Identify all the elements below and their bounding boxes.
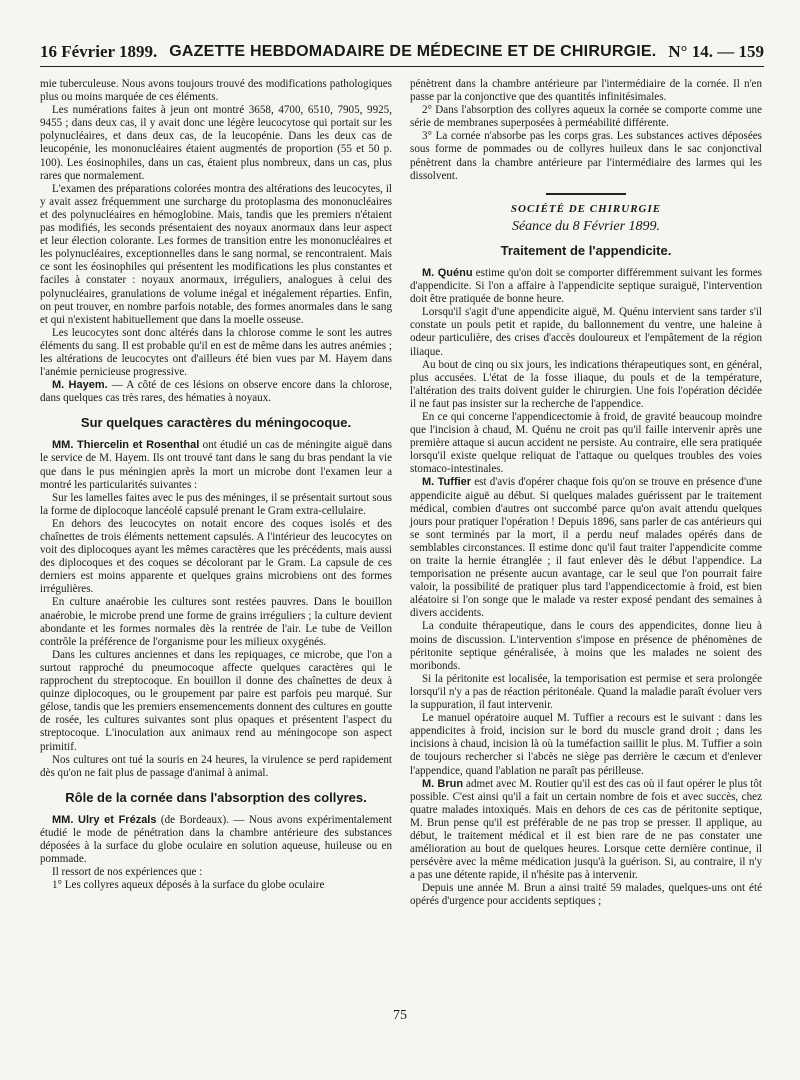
paragraph: mie tuberculeuse. Nous avons toujours trouvé des modifications pathologiques plus ou moins marquée de ces éléments. — [40, 78, 392, 104]
left-column — [40, 78, 392, 892]
paragraph-text: est d'avis d'opérer chaque fois qu'on se trouve en présence d'une appendicite aiguë au début. Si quelques malades guérissent par le traitement médical, combien d'autres ont succombé parce qu'on avait attendu quelques jours pour pratiquer l'opération ! Depuis 1896, sans parler de cas antérieurs qui se sont terminés par la mort, il a perdu neuf malades opérés dans de semblables circonstances. Il estime donc qu'il faut traiter l'appendicite comme on traite la hernie étranglée ; il faut enlever dès le début l'appendice. La temporisation ne présente aucun avantage, car le seul que l'on pourrait faire valoir, la possibilité de pratiquer plus tard l'appendicectomie à froid, est bien aléatoire si l'on songe que le malade va rester exposé pendant des semaines à divers accidents. — [410, 476, 762, 620]
paragraph: Au bout de cinq ou six jours, les indications thérapeutiques sont, en général, plus accusées. L'état de la fosse iliaque, du pouls et de la température, l'altération des traits doivent guider le chirurgien. Une fois l'opération décidée il ne faut pas insister sur la recherche de l'appendice. — [410, 358, 762, 410]
paragraph: En culture anaérobie les cultures sont restées pauvres. Dans le bouillon anaérobie, le microbe prend une forme de grains irréguliers ; la culture devient abondante et les formes normales dès la rentrée de l'air. Le tube de Veillon contrôle la préférence de l'organisme pour les milieux oxygénés. — [40, 596, 392, 648]
paragraph: Les leucocytes sont donc altérés dans la chlorose comme le sont les autres éléments du sang. Il est probable qu'il en est de même dans les autres anémies ; les altérations de leucocytes ont d'ailleurs été bien vues par M. Hayem dans l'anémie pernicieuse progressive. — [40, 326, 392, 379]
paragraph — [40, 439, 392, 491]
paragraph: En dehors des leucocytes on notait encore des coques isolés et des chaînettes de trois éléments nettement capsulés. A l'intérieur des leucocytes on voit des diplocoques ayant les mêmes caractères que les précédents, mais aussi des diplocoques et des coques se décolorant par le Gram. La capsule de ces derniers est moins apparente et quelques grains microbiens ont des formes irrégulières. — [40, 517, 392, 596]
paragraph-text: admet avec M. Routier qu'il est des cas où il faut opérer le plus tôt possible. C'est ainsi qu'il a fait un certain nombre de fois et avec succès, chez quatre malades intoxiqués. Mais en dehors de ces cas de péritonite septique, M. Brun pense qu'il est préférable de ne pas trop se presser. Il applique, au début, le traitement médical et il est bien rare de ne pas constater une amélioration au bout de quelques heures. Lorsque cette dernière continue, il persévère avec la même médication jusqu'à la guérison. Si, au contraire, il n'y a pas une détente rapide, il n'hésite pas à intervenir. — [410, 777, 762, 882]
paragraph: Les numérations faites à jeun ont montré 3658, 4700, 6510, 7905, 9925, 9455 ; dans deux cas, il y avait donc une légère leucocytose qui portait sur les polynucléaires, et dans deux cas, de la leucopénie. Dans les deux cas de leucopénie, les mononucléaires étaient augmentés de proportion (55 et 50 p. 100). Les éosinophiles, dans un cas, étaient plus nombreux, dans un cas, plus rares que normalement. — [40, 104, 392, 182]
journal-title: GAZETTE HEBDOMADAIRE DE MÉDECINE ET DE CHIRURGIE. — [169, 43, 657, 60]
page-header — [40, 38, 764, 67]
paragraph: Si la péritonite est localisée, la temporisation est permise et sera prolongée lorsqu'il n'y a pas de réaction péritonéale. Quand la maladie paraît évoluer vers la suppuration, il faut intervenir. — [410, 672, 762, 712]
section-heading: Rôle de la cornée dans l'absorption des collyres. — [65, 789, 367, 805]
paragraph: Il ressort de nos expériences que : — [52, 866, 203, 879]
section-heading: Traitement de l'appendicite. — [500, 242, 672, 258]
paragraph-text: estime qu'on doit se comporter différemment suivant les formes d'appendicite. Si l'on a affaire à l'appendicite septique suraiguë, l'intervention doit être pratiquée de bonne heure. — [410, 266, 762, 306]
section-divider — [546, 193, 626, 195]
paragraph: La conduite thérapeutique, dans le cours des appendicites, donne lieu à moins de discussion. L'intervention s'impose en présence de phénomènes de péritonite septique généralisée, à moins que les malades ne soient des moribonds. — [410, 620, 762, 672]
right-column — [410, 78, 762, 909]
issue-number: N° 14. — 159 — [668, 42, 764, 61]
paragraph: pénètrent dans la chambre antérieure par l'intermédiaire de la cornée. Il n'en passe par la conjonctive que des quantités infinitésimales. — [410, 78, 762, 104]
paragraph: Dans les cultures anciennes et dans les repiquages, ce microbe, que l'on a surtout rapproché du pneumocoque affecte quelques caractères qui le rapprochent du streptocoque. En bouillon il donne des chaînettes de deux à quinze diplocoques, ou le groupement par paire est parfois peu marqué. Sur gélose, tandis que les premiers ensemencements donnent des cultures en goutte de rosée, les cultures suivantes sont plus opaques et présentent l'aspect du streptocoque. L'inoculation aux animaux rend au méningocope son aspect primitif. — [40, 648, 392, 753]
paragraph — [40, 379, 392, 405]
speaker-name: M. Tuffier — [422, 476, 472, 489]
paragraph: Depuis une année M. Brun a ainsi traité 59 malades, quelques-uns ont été opérés d'urgence pour accidents septiques ; — [410, 882, 762, 908]
paragraph: En ce qui concerne l'appendicectomie à froid, de gravité beaucoup moindre que l'incision à chaud, M. Quénu ne croit pas qu'il faille intervenir après une première attaque si aucun accident ne persiste. Au contraire, elle sera pratiquée lorsqu'il existe quelque reliquat de l'attaque ou quelques troubles des voies stomaco-intestinales. — [410, 410, 762, 476]
paragraph — [40, 814, 392, 866]
paragraph: L'examen des préparations colorées montra des altérations des leucocytes, il y avait assez fréquemment une surcharge du protoplasma des mononucléaires et des polynucléaires en hémoglobine. Mais, tandis que les premiers n'étaient pas modifiés, les seconds présentaient des noyaux anormaux dans leur aspect et leur élection colorante. Les formes de transition entre les mononucléaires et les polynucléaires, exceptionnelles dans le sang normal, se rencontraient. Mais ce sont les éosinophiles qui présentent les modifications les plus constantes et faciles à constater : noyaux anormaux, irréguliers, analogues à celui des polynucléaires, granulations de volume inégal et inégalement réparties. Enfin, on peut trouver, en nombre parfois notable, des formes anormales dans le sang et qui n'existent habituellement que dans la moelle osseuse. — [40, 182, 392, 326]
speaker-name: M. Brun — [422, 777, 464, 790]
issue-date: 16 Février 1899. — [40, 42, 158, 61]
speaker-name: M. Quénu — [422, 266, 473, 279]
paragraph: 3° La cornée n'absorbe pas les corps gras. Les substances actives déposées sous forme de pommades ou de collyres huileux dans le sac conjonctival pénètrent dans la chambre antérieure par l'intermédiaire des larmes qui les dissolvent. — [410, 130, 762, 182]
paragraph: 1° Les collyres aqueux déposés à la surface du globe oculaire — [52, 879, 325, 892]
paragraph-text: ont étudié un cas de méningite aiguë dans le service de M. Hayem. Ils ont trouvé tant dans le sang du bras pendant la vie que dans le pus méningien après la mort un microbe dont l'examen leur a montré les particularités suivantes : — [40, 439, 392, 491]
paragraph: Sur les lamelles faites avec le pus des méninges, il se présentait surtout sous la forme de diplocoque lancéolé capsulé prenant le Gram extra-cellulaire. — [40, 491, 392, 517]
speaker-name: M. Hayem. — [52, 379, 108, 392]
society-heading: SOCIÉTÉ DE CHIRURGIE — [510, 202, 662, 215]
paragraph: Lorsqu'il s'agit d'une appendicite aiguë, M. Quénu intervient sans tarder s'il constate un pouls petit et rapide, du ballonnement du ventre, une haleine à odeur particulière, des crises d'accès douloureux et l'empâtement de la région iliaque. — [410, 306, 762, 358]
paragraph-text: — A côté de ces lésions on observe encore dans la chlorose, dans quelques cas très rares, des hématies à noyaux. — [40, 379, 392, 405]
section-heading: Sur quelques caractères du méningocoque. — [80, 415, 352, 431]
speaker-name: MM. Ulry et Frézals — [52, 813, 157, 826]
paragraph — [410, 476, 762, 620]
paragraph: 2° Dans l'absorption des collyres aqueux la cornée se comporte comme une série de membranes superposées à perméabilité différente. — [410, 104, 762, 130]
speaker-name: MM. Thiercelin et Rosenthal — [52, 439, 200, 452]
session-date: Séance du 8 Février 1899. — [511, 218, 661, 234]
paragraph — [410, 778, 762, 883]
page-number: 75 — [393, 1008, 407, 1023]
paragraph: Le manuel opératoire auquel M. Tuffier a recours est le suivant : dans les appendicites à froid, incision sur le bord du muscle grand droit ; dans les incisions à chaud, incision là où la tuméfaction saillit le plus. M. Tuffier a soin de toujours rechercher si l'abcès ne siège pas derrière le cæcum et d'enlever l'appendice, quand l'ablation ne paraît pas périlleuse. — [410, 712, 762, 777]
paragraph: Nos cultures ont tué la souris en 24 heures, la virulence se perd rapidement dès qu'on ne fait plus de passage d'animal à animal. — [40, 753, 392, 779]
paragraph — [410, 267, 762, 306]
paragraph-text: (de Bordeaux). — Nous avons expérimentalement étudié le mode de pénétration dans la chambre antérieure des substances déposées à la surface du globe oculaire en solution aqueuse, huileuse ou en pommade. — [40, 813, 392, 866]
